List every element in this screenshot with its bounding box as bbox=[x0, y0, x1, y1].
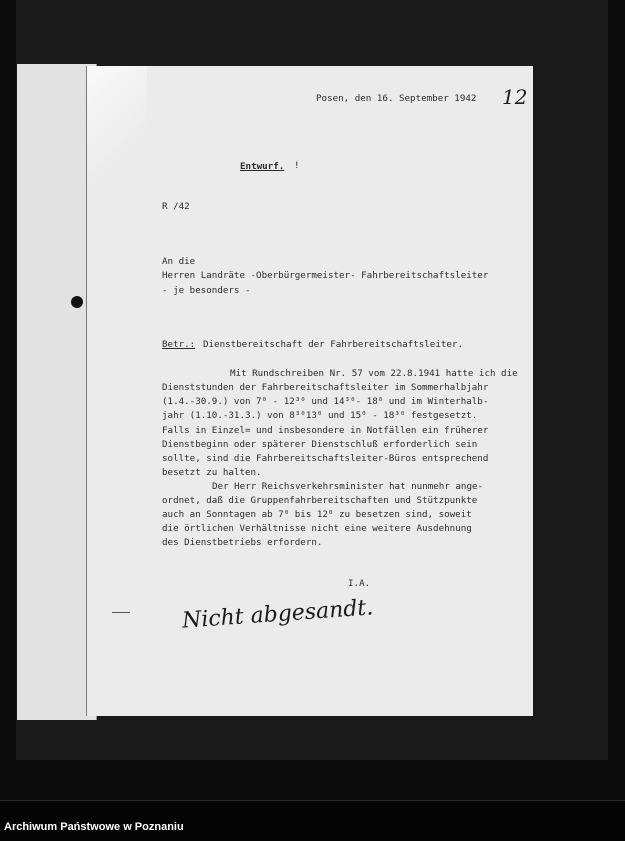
body-line: ordnet, daß die Gruppenfahrbereitschaften und Stützpunkte bbox=[162, 495, 478, 506]
draft-label: Entwurf. bbox=[240, 161, 285, 172]
subject-label: Betr.: bbox=[162, 339, 196, 350]
body-line: sollte, sind die Fahrbereitschaftsleiter-Büros entsprechend bbox=[162, 453, 489, 464]
archive-name: Archiwum Państwowe w Poznaniu bbox=[4, 821, 184, 833]
folio-number: 12 bbox=[502, 85, 528, 109]
body-line: (1.4.-30.9.) von 7⁰ - 12³⁰ und 14³⁰- 18⁰ und im Winterhalb- bbox=[162, 396, 489, 407]
body-line: jahr (1.10.-31.3.) von 8³⁰13⁰ und 15⁰ - 18³⁰ festgesetzt. bbox=[162, 410, 478, 421]
body-line: Dienststunden der Fahrbereitschaftsleiter im Sommerhalbjahr bbox=[162, 382, 489, 393]
archive-footer bbox=[0, 800, 625, 841]
body-line: Falls in Einzel= und insbesondere in Notfällen ein früherer bbox=[162, 425, 489, 436]
draft-mark: ! bbox=[294, 160, 300, 171]
reference-number: R /42 bbox=[162, 201, 190, 212]
body-line: Der Herr Reichsverkehrsminister hat nunmehr ange- bbox=[212, 481, 484, 492]
recipient-line-2: Herren Landräte -Oberbürgermeister- Fahrbereitschaftsleiter bbox=[162, 270, 489, 281]
handwritten-note: Nicht abgesandt. bbox=[181, 595, 375, 634]
recipient-line-1: An die bbox=[162, 256, 196, 267]
date-line: Posen, den 16. September 1942 bbox=[316, 93, 477, 104]
body-line: auch an Sonntagen ab 7⁰ bis 12⁰ zu besetzen sind, soweit bbox=[162, 509, 472, 520]
body-line: besetzt zu halten. bbox=[162, 467, 262, 478]
body-line: des Dienstbetriebs erfordern. bbox=[162, 537, 323, 548]
subject-text: Dienstbereitschaft der Fahrbereitschaftsleiter. bbox=[203, 339, 463, 350]
margin-dash bbox=[112, 612, 130, 613]
recipient-line-3: - je besonders - bbox=[162, 285, 251, 296]
closing-signature-label: I.A. bbox=[348, 578, 371, 589]
body-line: die örtlichen Verhältnisse nicht eine weitere Ausdehnung bbox=[162, 523, 472, 534]
body-line: Mit Rundschreiben Nr. 57 vom 22.8.1941 hatte ich die bbox=[230, 368, 518, 379]
body-line: Dienstbeginn oder späterer Dienstschluß erforderlich sein bbox=[162, 439, 478, 450]
